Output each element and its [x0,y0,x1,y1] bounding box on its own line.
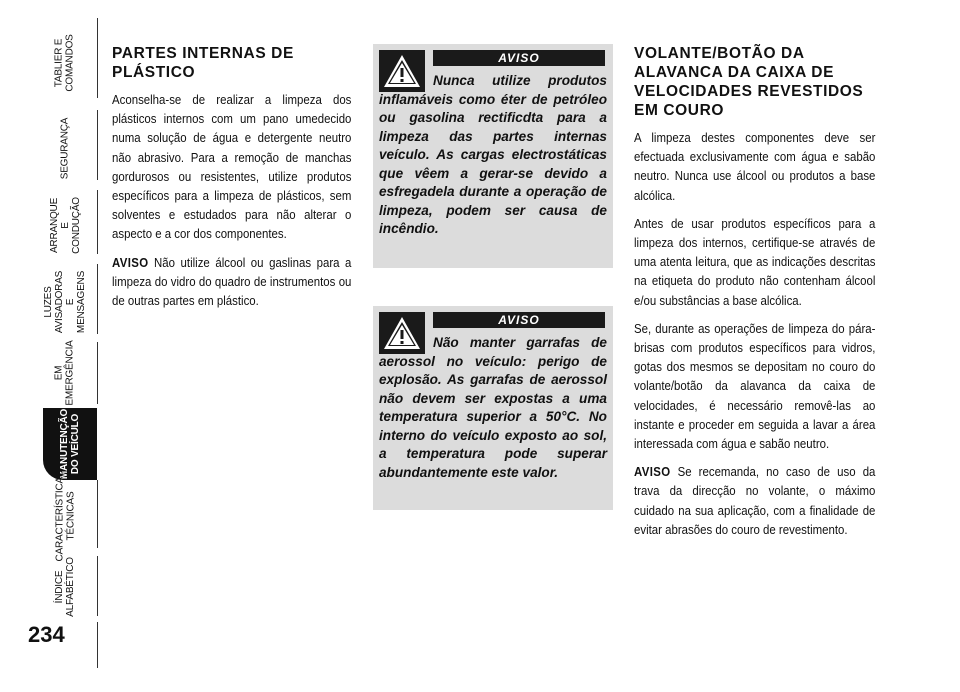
aviso-text: Se recemanda, no caso de uso da trava da direcção no volante, o máximo cuidado na sua aplicação, com a finalidade de evitar abrasões do couro de revestimento. [634,464,876,537]
paragraph: Se, durante as operações de limpeza do pára-brisas com produtos específicos para vidros, gotas dos mesmos se depositam no couro do volante/botão da alavanca da caixa de velocidades, é necessário removê-las ao instante e proceder em seguida a lavar a área interessada com água e sabão neutro. [634,320,876,452]
tab-indice-alfabetico[interactable]: ÍNDICE ALFABÉTICO [54,557,76,617]
section-leather-steering [634,44,876,548]
aviso-label: AVISO [634,464,671,480]
warning-text: Não manter garrafas de aerossol no veículo: perigo de explosão. As garrafas de aerossol não devem ser expostas a uma temperatura superior a 50°C. No interno do veículo exposto ao sol, a temperatura pode superar abundantemente este valor. [379,335,607,480]
warning-box [373,44,613,268]
tab-caracteristicas-tecnicas[interactable]: CARACTERÍSTICAS TÉCNICAS [54,470,76,562]
tab-em-emergencia[interactable]: EM EMERGÊNCIA [54,340,77,406]
tab-seguranca[interactable]: SEGURANÇA [59,117,71,179]
aviso-label: AVISO [112,254,149,270]
warning-text: Nunca utilize produtos inflamáveis como éter de petróleo ou gasolina rectificdta para a limpeza das partes internas veículo. As cargas electrostáticas que vêem a gerar-se devido a esfregadela durante a operação de limpeza, podem ser causa de incêndio. [379,73,607,236]
aviso-note [634,462,875,539]
tab-arranque-conducao[interactable]: ARRANQUE E CONDUÇÃO [48,196,82,254]
tab-luzes-avisadoras[interactable]: LUZES AVISADORAS E MENSAGENS [43,270,87,334]
warning-header: AVISO [433,312,605,328]
section-title: PARTES INTERNAS DE PLÁSTICO [112,45,294,81]
section-title: VOLANTE/BOTÃO DA ALAVANCA DA CAIXA DE VELOCIDADES REVESTIDOS EM COURO [634,45,864,119]
chapter-sidebar [0,0,100,692]
paragraph: Antes de usar produtos específicos para a limpeza dos internos, certifique-se através de uma atenta leitura, que as indicações descritas na etiqueta do produto não contenham álcool e/ou substâncias a base alcólica. [634,215,876,308]
warning-header: AVISO [433,50,605,66]
tab-manutencao-veiculo[interactable]: MANUTENÇÃO DO VEÍCULO [43,408,97,480]
page-number: 234 [28,622,65,647]
warning-box [373,306,613,510]
aviso-text: Não utilize álcool ou gaslinas para a limpeza do vidro do quadro de instrumentos ou de outras partes em plástico. [112,254,352,309]
tab-tablier-comandos[interactable]: TABLIER E COMANDOS [54,34,77,92]
section-plastic-parts [112,44,352,319]
paragraph: A limpeza destes componentes deve ser efectuada exclusivamente com água e sabão neutro. Nunca use álcool ou produtos a base alcólica. [634,130,876,203]
paragraph: Aconselha-se de realizar a limpeza dos plásticos internos com um pano umedecido numa solução de água e detergente neutro não abrasivo. Para a remoção de manchas gordurosos ou resistentes, utilize produtos específicos para a limpeza de plásticos, sem solventes e estudados para não alterar o aspecto e a cor dos componentes. [112,92,352,242]
aviso-note [112,253,351,311]
